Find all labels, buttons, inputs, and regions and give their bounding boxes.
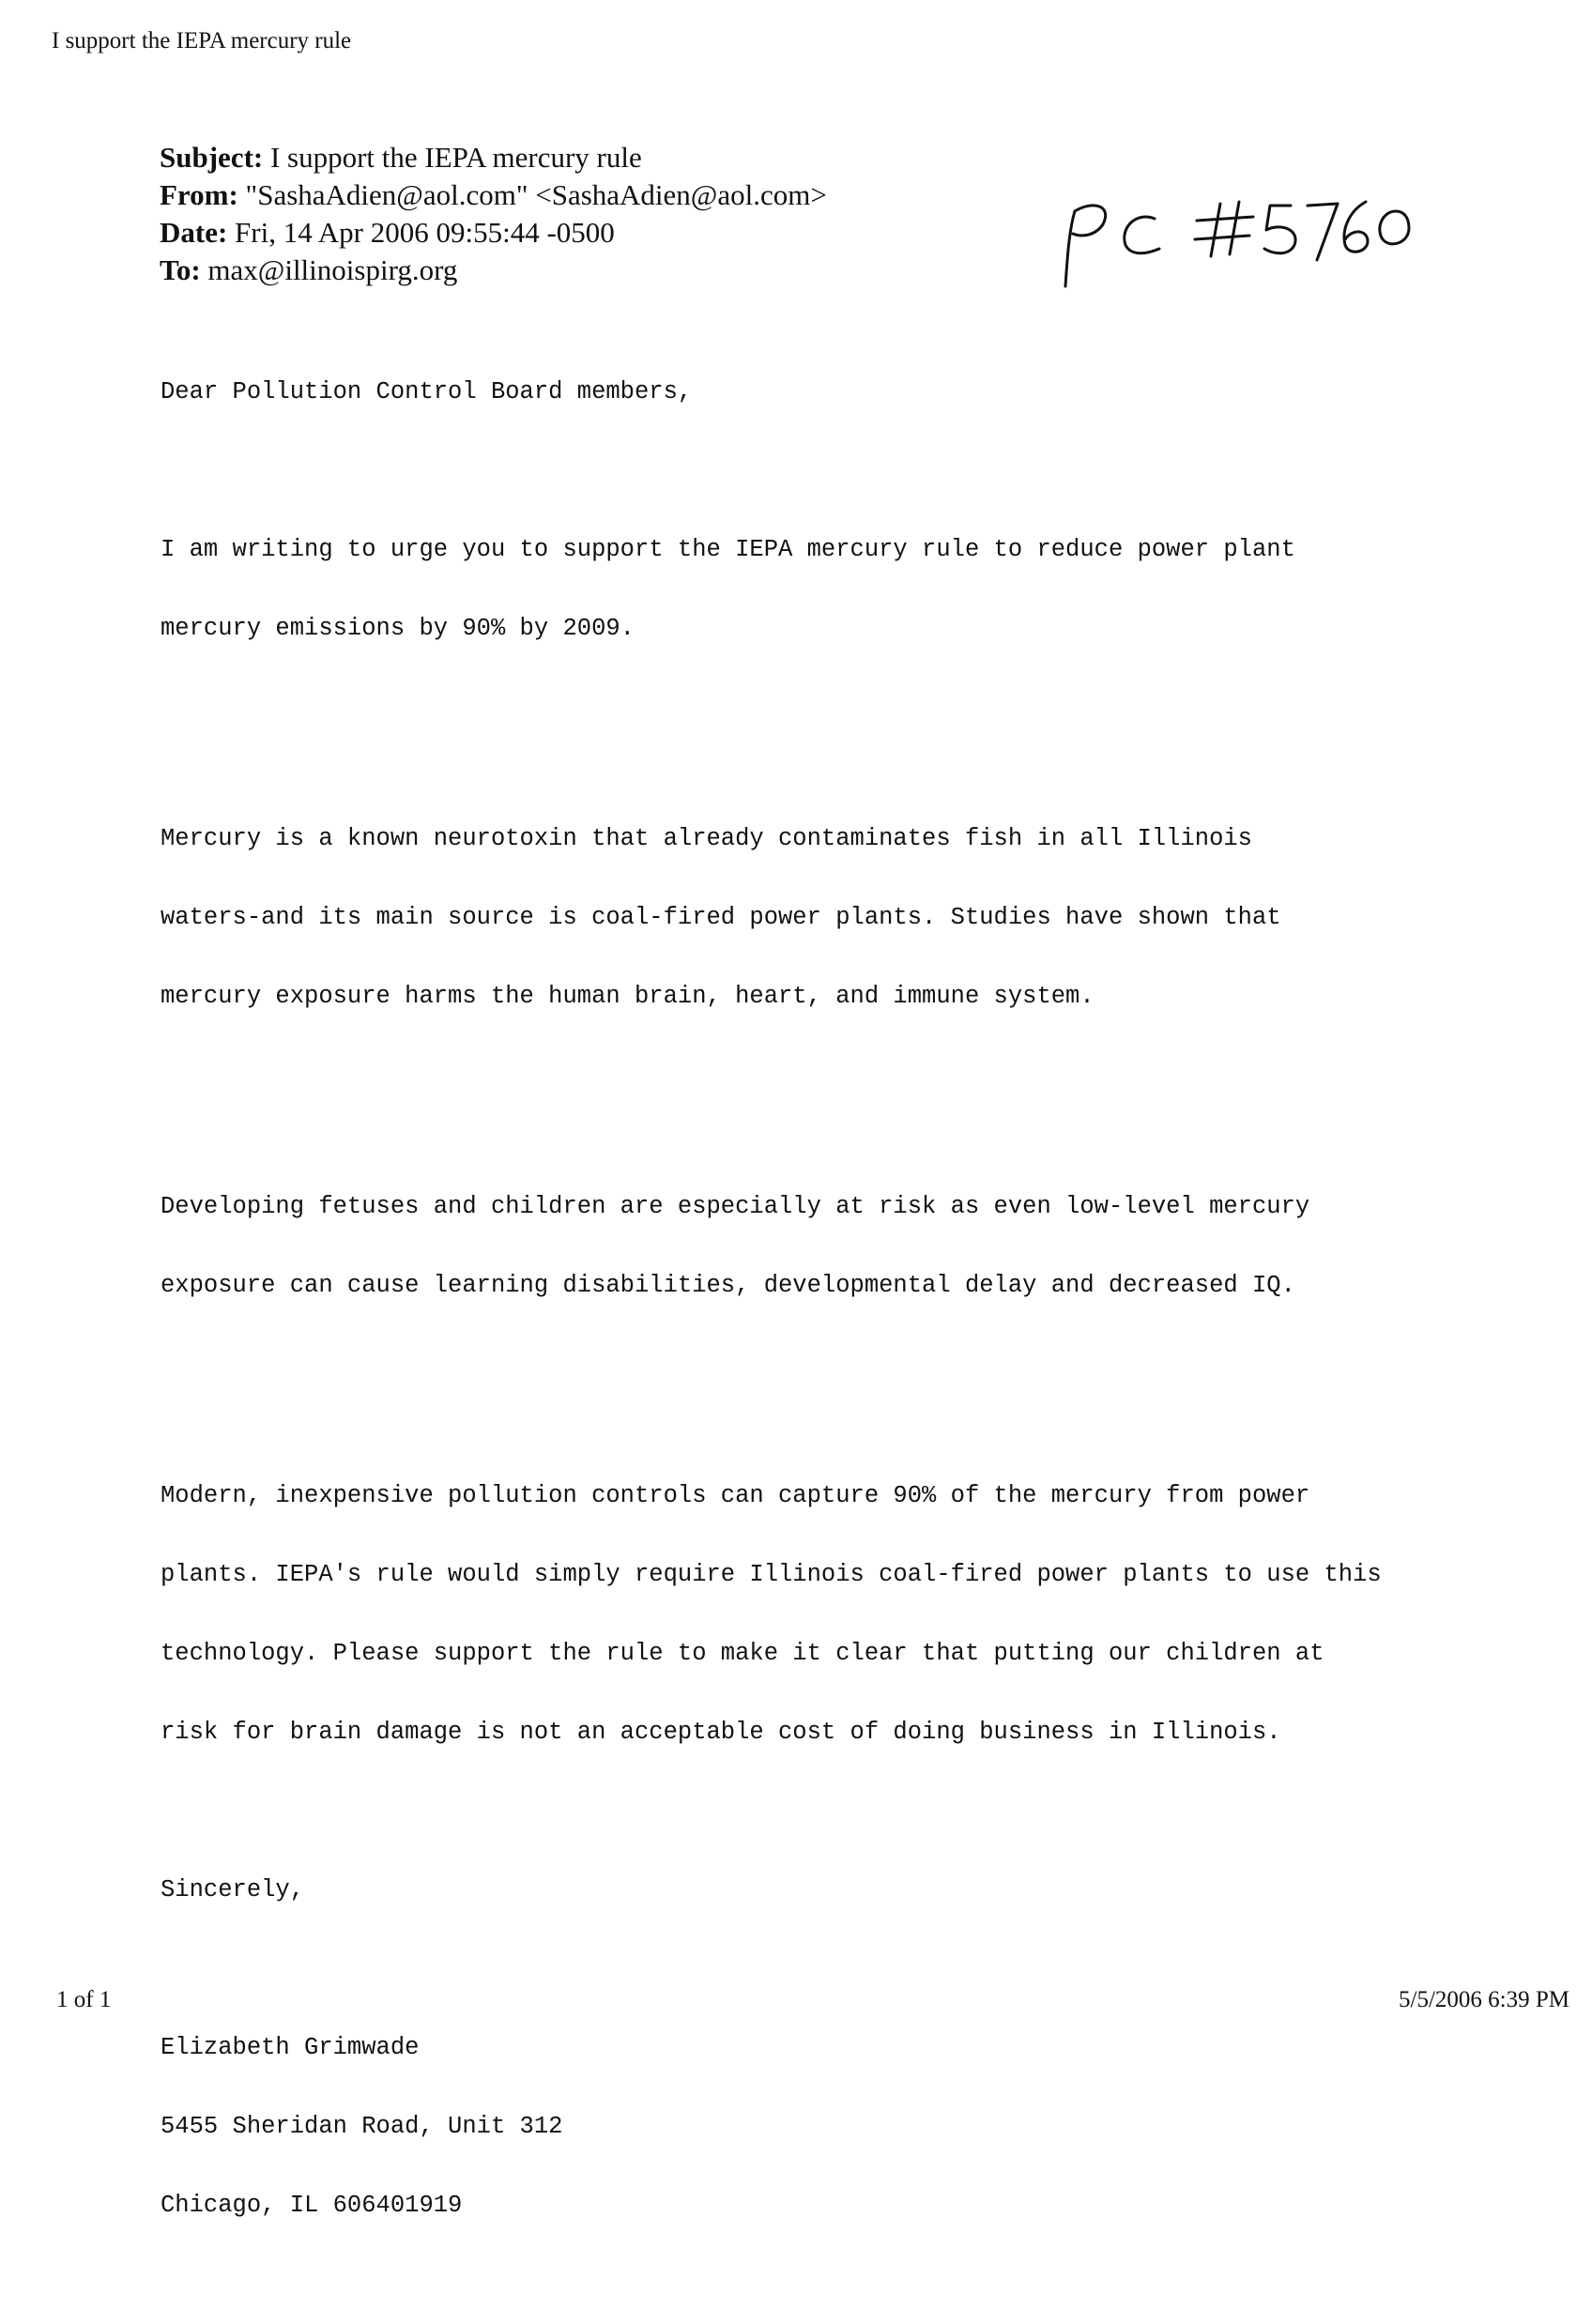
paragraph-3: [161, 1141, 1569, 1352]
subject-value: I support the IEPA mercury rule: [263, 141, 642, 174]
from-value: "SashaAdien@aol.com" <SashaAdien@aol.com>: [237, 178, 827, 211]
greeting: Dear Pollution Control Board members,: [161, 378, 693, 405]
signature-city: Chicago, IL 606401919: [161, 2192, 463, 2219]
handwritten-stamp: [1056, 192, 1413, 296]
signature-name: Elizabeth Grimwade: [161, 2034, 420, 2061]
date-label: Date:: [160, 216, 228, 249]
to-row: [160, 252, 827, 289]
email-body: [161, 327, 1569, 2324]
from-label: From:: [160, 178, 238, 211]
date-value: Fri, 14 Apr 2006 09:55:44 -0500: [227, 216, 615, 249]
paragraph-4: [161, 1430, 1569, 1798]
date-row: [160, 214, 827, 252]
closing: Sincerely,: [161, 1876, 305, 1904]
paragraph-1-line: I am writing to urge you to support the IEPA mercury rule to reduce power plant: [161, 536, 1295, 563]
paragraph-4-line: Modern, inexpensive pollution controls can capture 90% of the mercury from power: [161, 1482, 1310, 1509]
page-number: 1 of 1: [56, 1987, 112, 2012]
paragraph-2: [161, 773, 1569, 1063]
to-value: max@illinoispirg.org: [200, 253, 458, 286]
to-label: To:: [160, 253, 201, 286]
paragraph-1: [161, 484, 1569, 695]
print-header-title: I support the IEPA mercury rule: [52, 28, 352, 54]
paragraph-3-line: Developing fetuses and children are especially at risk as even low-level mercury: [161, 1193, 1310, 1220]
signature-address: 5455 Sheridan Road, Unit 312: [161, 2113, 563, 2140]
paragraph-1-line: mercury emissions by 90% by 2009.: [161, 615, 635, 642]
subject-row: [160, 139, 827, 176]
paragraph-4-line: plants. IEPA's rule would simply require Illinois coal-fired power plants to use this: [161, 1561, 1382, 1588]
paragraph-4-line: technology. Please support the rule to make it clear that putting our children at: [161, 1640, 1324, 1667]
print-timestamp: 5/5/2006 6:39 PM: [1399, 1987, 1569, 2012]
email-headers: [160, 139, 827, 289]
subject-label: Subject:: [160, 141, 264, 174]
from-row: [160, 176, 827, 214]
paragraph-2-line: Mercury is a known neurotoxin that already contaminates fish in all Illinois: [161, 825, 1252, 852]
signature-block: [161, 1982, 1569, 2271]
paragraph-2-line: waters-and its main source is coal-fired power plants. Studies have shown that: [161, 904, 1281, 931]
paragraph-3-line: exposure can cause learning disabilities, developmental delay and decreased IQ.: [161, 1272, 1295, 1299]
paragraph-4-line: risk for brain damage is not an acceptable cost of doing business in Illinois.: [161, 1719, 1281, 1746]
paragraph-2-line: mercury exposure harms the human brain, heart, and immune system.: [161, 983, 1094, 1010]
